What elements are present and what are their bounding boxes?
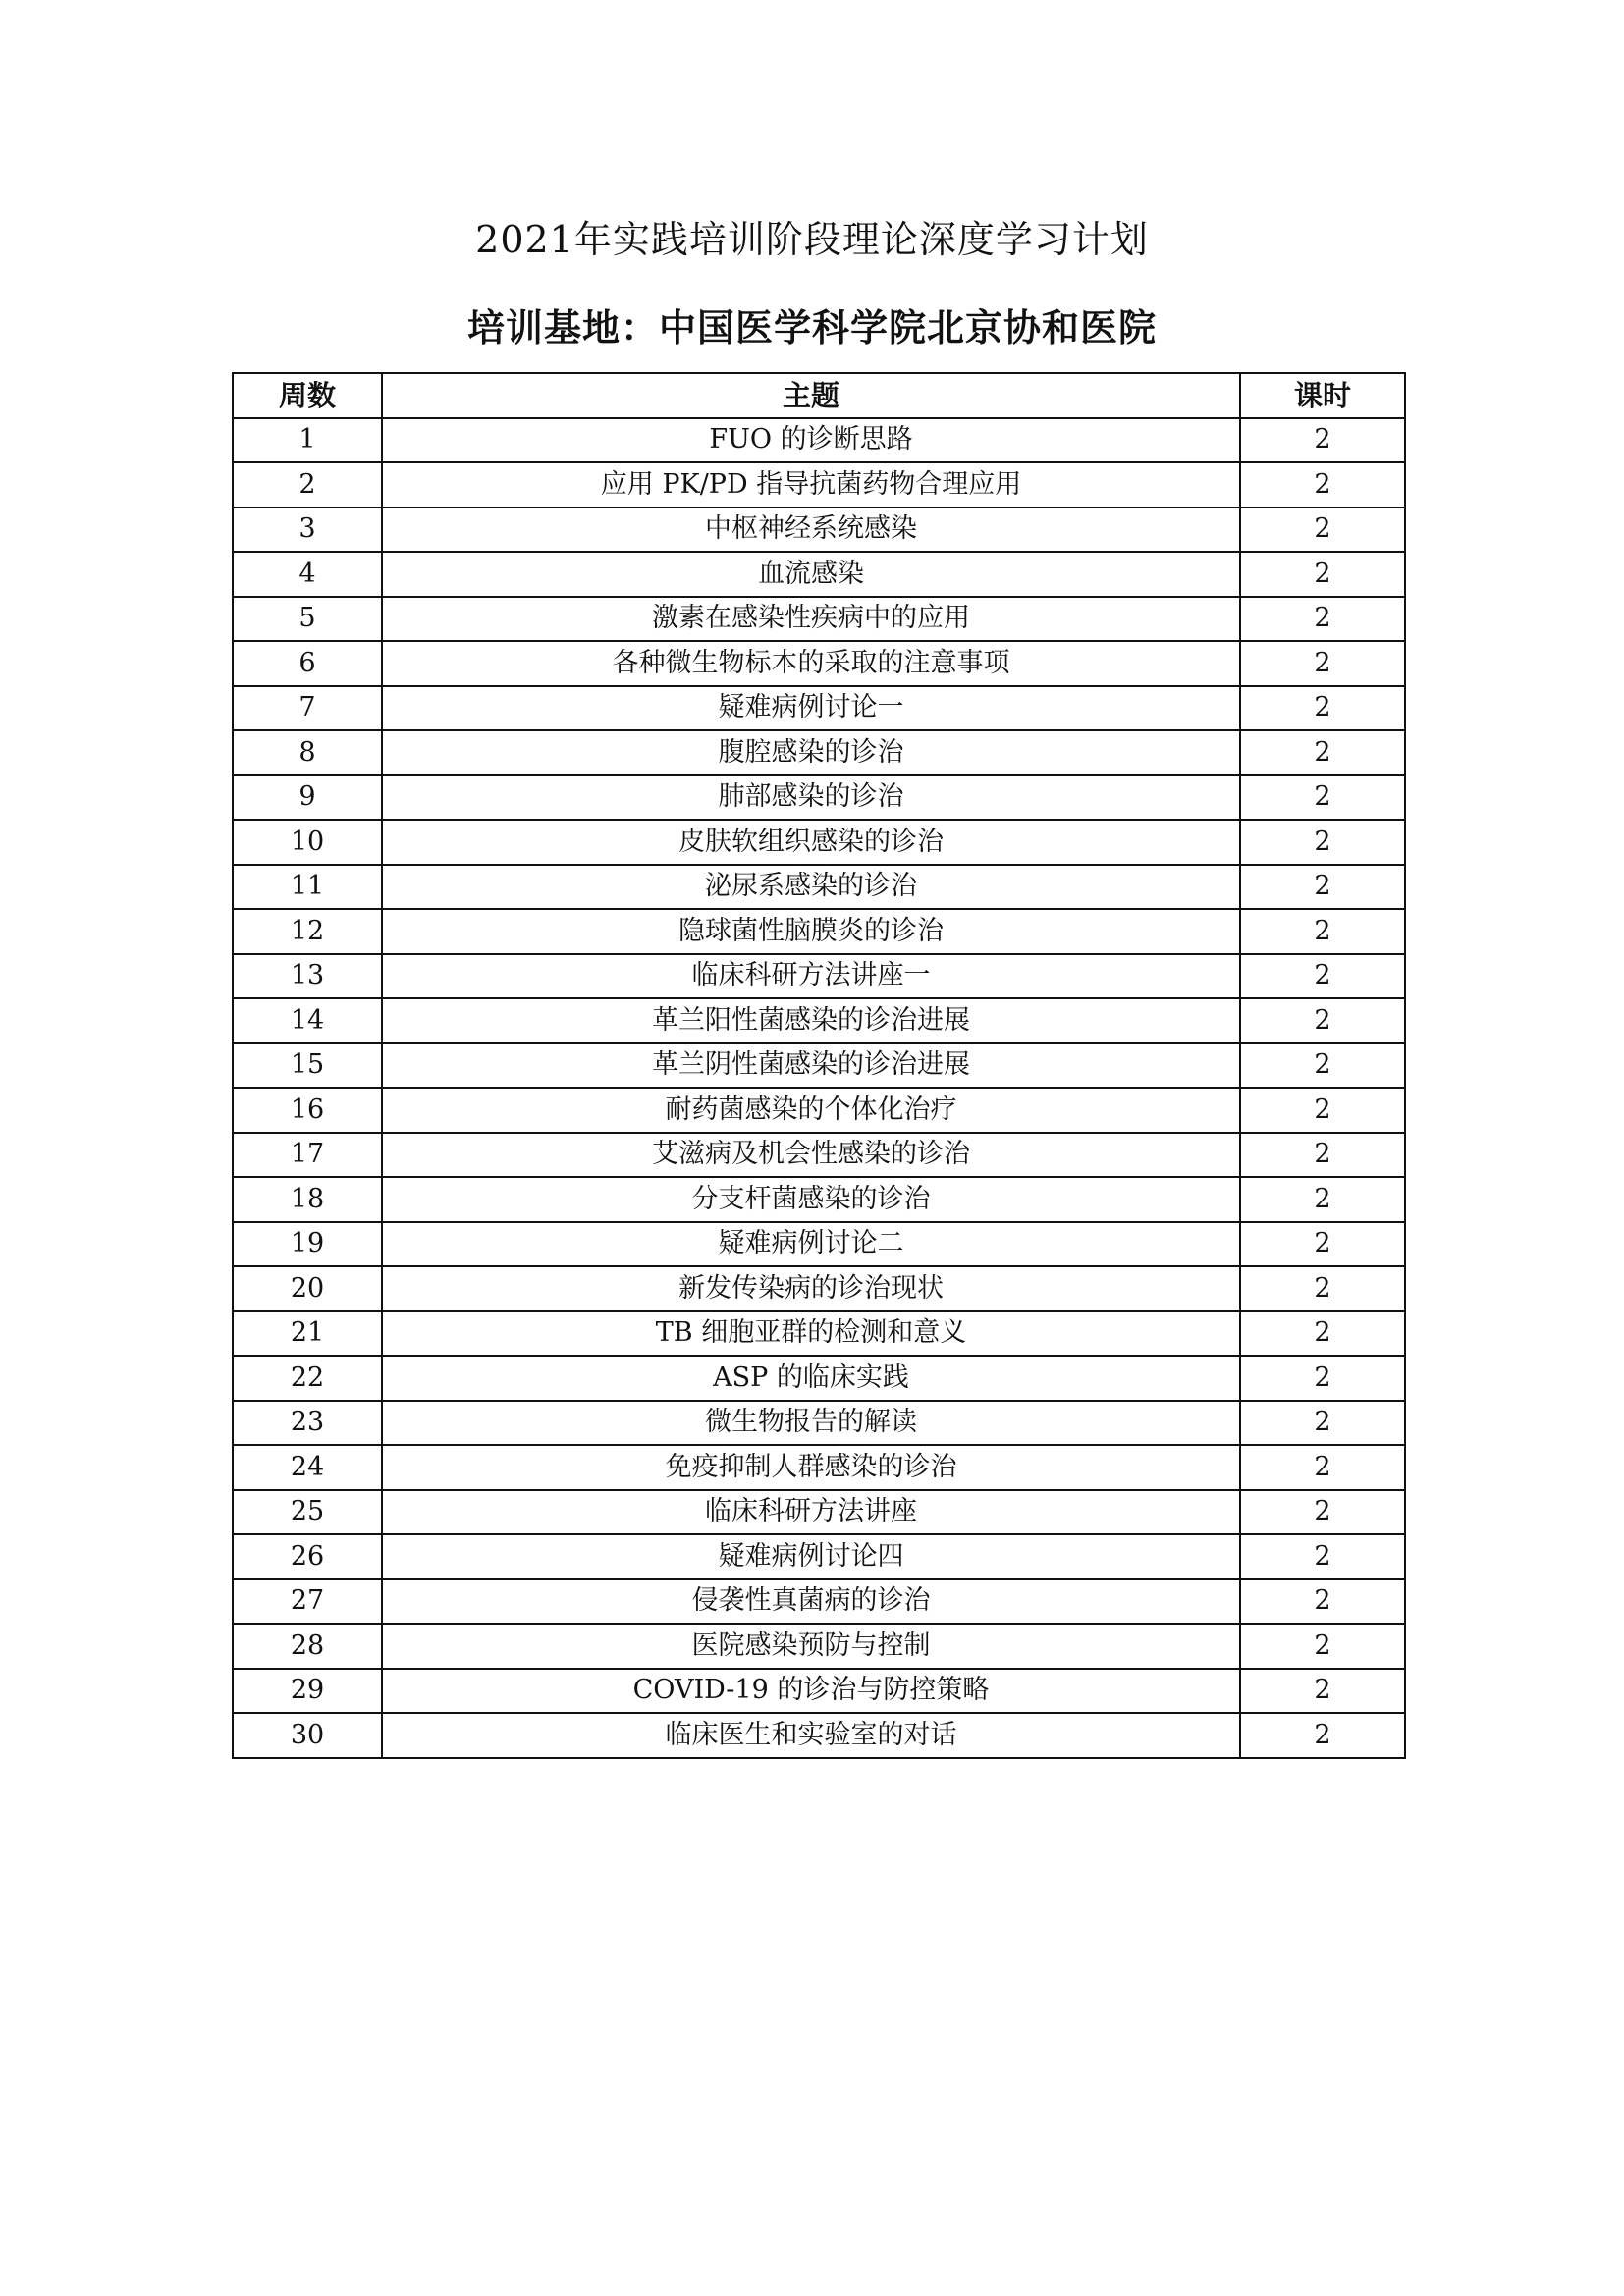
cell-hours: 2	[1240, 1043, 1405, 1089]
cell-topic: 革兰阴性菌感染的诊治进展	[382, 1043, 1240, 1089]
table-row	[233, 1534, 1405, 1579]
cell-topic: 血流感染	[382, 552, 1240, 597]
cell-topic: 免疫抑制人群感染的诊治	[382, 1445, 1240, 1490]
table-row	[233, 865, 1405, 910]
training-base-subtitle: 培训基地：中国医学科学院北京协和医院	[466, 305, 1157, 349]
cell-hours: 2	[1240, 418, 1405, 463]
table-row	[233, 1133, 1405, 1178]
cell-hours: 2	[1240, 998, 1405, 1043]
table-row	[233, 1579, 1405, 1625]
cell-hours: 2	[1240, 954, 1405, 999]
cell-hours: 2	[1240, 1669, 1405, 1714]
table-row	[233, 597, 1405, 642]
cell-week: 5	[233, 597, 382, 642]
cell-hours: 2	[1240, 1133, 1405, 1178]
cell-week: 11	[233, 865, 382, 910]
table-row	[233, 730, 1405, 775]
table-row	[233, 641, 1405, 686]
cell-topic: FUO 的诊断思路	[382, 418, 1240, 463]
cell-topic: 耐药菌感染的个体化治疗	[382, 1088, 1240, 1133]
cell-topic: 应用 PK/PD 指导抗菌药物合理应用	[382, 462, 1240, 507]
cell-week: 29	[233, 1669, 382, 1714]
cell-week: 20	[233, 1266, 382, 1311]
cell-week: 1	[233, 418, 382, 463]
cell-week: 25	[233, 1490, 382, 1535]
cell-hours: 2	[1240, 1534, 1405, 1579]
cell-topic: 临床科研方法讲座	[382, 1490, 1240, 1535]
cell-topic: TB 细胞亚群的检测和意义	[382, 1311, 1240, 1357]
cell-topic: COVID-19 的诊治与防控策略	[382, 1669, 1240, 1714]
table-row	[233, 552, 1405, 597]
cell-topic: 各种微生物标本的采取的注意事项	[382, 641, 1240, 686]
cell-hours: 2	[1240, 775, 1405, 821]
cell-topic: 分支杆菌感染的诊治	[382, 1177, 1240, 1222]
table-row	[233, 1401, 1405, 1446]
table-row	[233, 1445, 1405, 1490]
cell-week: 16	[233, 1088, 382, 1133]
cell-week: 26	[233, 1534, 382, 1579]
table-row	[233, 1222, 1405, 1267]
table-row	[233, 1669, 1405, 1714]
cell-hours: 2	[1240, 865, 1405, 910]
cell-topic: 临床医生和实验室的对话	[382, 1713, 1240, 1758]
cell-topic: 艾滋病及机会性感染的诊治	[382, 1133, 1240, 1178]
table-header-row	[233, 373, 1405, 418]
cell-week: 18	[233, 1177, 382, 1222]
table-row	[233, 507, 1405, 553]
cell-topic: 侵袭性真菌病的诊治	[382, 1579, 1240, 1625]
cell-week: 23	[233, 1401, 382, 1446]
table-row	[233, 686, 1405, 731]
cell-topic: 腹腔感染的诊治	[382, 730, 1240, 775]
cell-hours: 2	[1240, 909, 1405, 954]
table-row	[233, 775, 1405, 821]
cell-topic: 疑难病例讨论一	[382, 686, 1240, 731]
cell-hours: 2	[1240, 1490, 1405, 1535]
table-row	[233, 462, 1405, 507]
cell-week: 27	[233, 1579, 382, 1625]
cell-week: 17	[233, 1133, 382, 1178]
cell-hours: 2	[1240, 507, 1405, 553]
study-plan-table	[232, 372, 1406, 1759]
cell-hours: 2	[1240, 730, 1405, 775]
cell-week: 9	[233, 775, 382, 821]
cell-week: 6	[233, 641, 382, 686]
cell-hours: 2	[1240, 1445, 1405, 1490]
cell-week: 21	[233, 1311, 382, 1357]
header-hours: 课时	[1240, 373, 1405, 418]
table-row	[233, 909, 1405, 954]
cell-hours: 2	[1240, 686, 1405, 731]
cell-hours: 2	[1240, 1266, 1405, 1311]
cell-hours: 2	[1240, 1401, 1405, 1446]
cell-topic: 皮肤软组织感染的诊治	[382, 820, 1240, 865]
cell-hours: 2	[1240, 1713, 1405, 1758]
cell-topic: 疑难病例讨论四	[382, 1534, 1240, 1579]
cell-topic: 微生物报告的解读	[382, 1401, 1240, 1446]
cell-hours: 2	[1240, 1311, 1405, 1357]
cell-hours: 2	[1240, 1624, 1405, 1669]
cell-topic: 革兰阳性菌感染的诊治进展	[382, 998, 1240, 1043]
table-row	[233, 1266, 1405, 1311]
cell-hours: 2	[1240, 1222, 1405, 1267]
table-row	[233, 1088, 1405, 1133]
cell-hours: 2	[1240, 597, 1405, 642]
cell-hours: 2	[1240, 1356, 1405, 1401]
cell-topic: 肺部感染的诊治	[382, 775, 1240, 821]
document-title: 2021年实践培训阶段理论深度学习计划	[475, 218, 1149, 261]
cell-week: 10	[233, 820, 382, 865]
cell-week: 19	[233, 1222, 382, 1267]
table-row	[233, 1043, 1405, 1089]
cell-week: 2	[233, 462, 382, 507]
cell-hours: 2	[1240, 552, 1405, 597]
cell-hours: 2	[1240, 1579, 1405, 1625]
table-row	[233, 1311, 1405, 1357]
table-row	[233, 1713, 1405, 1758]
table-row	[233, 954, 1405, 999]
table-row	[233, 418, 1405, 463]
cell-topic: 疑难病例讨论二	[382, 1222, 1240, 1267]
cell-week: 15	[233, 1043, 382, 1089]
table-row	[233, 1624, 1405, 1669]
cell-week: 13	[233, 954, 382, 999]
cell-week: 7	[233, 686, 382, 731]
table-row	[233, 1490, 1405, 1535]
cell-hours: 2	[1240, 1177, 1405, 1222]
cell-week: 22	[233, 1356, 382, 1401]
cell-week: 3	[233, 507, 382, 553]
cell-week: 14	[233, 998, 382, 1043]
cell-week: 8	[233, 730, 382, 775]
cell-topic: 中枢神经系统感染	[382, 507, 1240, 553]
cell-week: 24	[233, 1445, 382, 1490]
table-row	[233, 1356, 1405, 1401]
table-row	[233, 998, 1405, 1043]
cell-hours: 2	[1240, 462, 1405, 507]
header-topic: 主题	[382, 373, 1240, 418]
cell-topic: 隐球菌性脑膜炎的诊治	[382, 909, 1240, 954]
cell-hours: 2	[1240, 641, 1405, 686]
cell-topic: ASP 的临床实践	[382, 1356, 1240, 1401]
table-body	[233, 418, 1405, 1758]
cell-hours: 2	[1240, 820, 1405, 865]
cell-week: 30	[233, 1713, 382, 1758]
table-row	[233, 820, 1405, 865]
cell-week: 4	[233, 552, 382, 597]
header-week: 周数	[233, 373, 382, 418]
cell-week: 12	[233, 909, 382, 954]
cell-topic: 泌尿系感染的诊治	[382, 865, 1240, 910]
cell-topic: 新发传染病的诊治现状	[382, 1266, 1240, 1311]
cell-week: 28	[233, 1624, 382, 1669]
cell-topic: 激素在感染性疾病中的应用	[382, 597, 1240, 642]
cell-topic: 医院感染预防与控制	[382, 1624, 1240, 1669]
table-row	[233, 1177, 1405, 1222]
cell-hours: 2	[1240, 1088, 1405, 1133]
cell-topic: 临床科研方法讲座一	[382, 954, 1240, 999]
